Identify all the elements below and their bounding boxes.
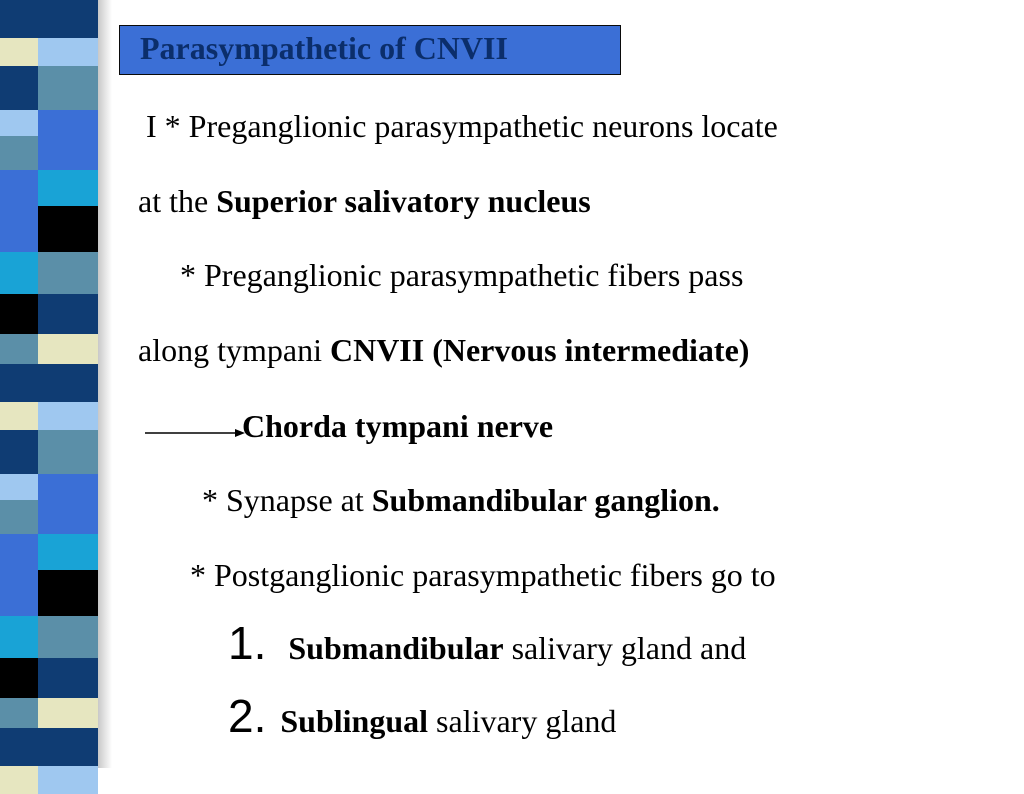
line-3 [180, 259, 743, 291]
strip-block [0, 402, 38, 430]
strip-block [38, 38, 98, 66]
line-9 [228, 690, 617, 742]
strip-block [0, 430, 38, 474]
slide-title: Parasympathetic of CNVII [140, 30, 508, 66]
strip-block [0, 658, 38, 698]
line-6-bold: Submandibular ganglion. [371, 482, 720, 518]
strip-block [38, 334, 98, 364]
line-6-text: * Synapse at [202, 482, 372, 518]
strip-block [38, 206, 98, 252]
list-number-1: 1. [228, 617, 267, 669]
line-2 [138, 185, 591, 217]
strip-block [38, 110, 98, 136]
line-1-text: I * Preganglionic parasympathetic neurons locate [146, 108, 778, 144]
strip-block [0, 534, 38, 570]
strip-block [38, 402, 98, 430]
strip-column [0, 0, 38, 768]
line-5-bold: Chorda tympani nerve [242, 408, 554, 444]
strip-block [38, 616, 98, 658]
strip-block [0, 170, 38, 206]
strip-block [0, 252, 38, 294]
strip-block [0, 698, 38, 728]
line-3-text: * Preganglionic parasympathetic fibers pass [180, 257, 744, 293]
line-9-text: salivary gland [428, 703, 617, 739]
line-4 [138, 334, 749, 366]
strip-block [38, 766, 98, 794]
line-6 [202, 484, 720, 516]
list-number-2: 2. [228, 690, 267, 742]
line-2-bold: Superior salivatory nucleus [216, 183, 591, 219]
strip-block [38, 500, 98, 534]
strip-block [38, 534, 98, 570]
strip-block [0, 294, 38, 334]
strip-block [0, 766, 38, 794]
strip-block [38, 364, 98, 402]
line-8 [228, 617, 747, 669]
strip-block [0, 0, 38, 38]
strip-block [0, 38, 38, 66]
strip-block [38, 0, 98, 38]
strip-block [0, 570, 38, 616]
line-9-bold: Sublingual [280, 703, 429, 739]
strip-shadow [98, 0, 112, 768]
strip-block [38, 66, 98, 110]
strip-block [0, 206, 38, 252]
strip-block [0, 364, 38, 402]
line-8-text: salivary gland and [503, 630, 747, 666]
strip-block [0, 728, 38, 766]
strip-block [0, 66, 38, 110]
strip-column [38, 0, 98, 768]
strip-block [38, 658, 98, 698]
strip-block [0, 110, 38, 136]
strip-block [38, 170, 98, 206]
strip-block [38, 136, 98, 170]
line-4-text: along tympani [138, 332, 330, 368]
right-arrow-icon [145, 426, 245, 440]
strip-block [0, 474, 38, 500]
strip-block [38, 728, 98, 766]
line-4-bold: CNVII (Nervous intermediate) [329, 332, 750, 368]
strip-block [38, 252, 98, 294]
strip-block [38, 570, 98, 616]
strip-block [38, 430, 98, 474]
strip-block [0, 500, 38, 534]
strip-block [0, 334, 38, 364]
line-2-text: at the [138, 183, 217, 219]
title-box [119, 25, 621, 75]
strip-block [38, 294, 98, 334]
line-8-bold: Submandibular [288, 630, 504, 666]
line-5 [242, 410, 553, 442]
strip-block [0, 136, 38, 170]
line-1 [146, 110, 778, 142]
strip-block [38, 474, 98, 500]
line-7 [190, 559, 776, 591]
line-7-text: * Postganglionic parasympathetic fibers go to [190, 557, 776, 593]
decorative-strip [0, 0, 120, 768]
strip-block [38, 698, 98, 728]
strip-block [0, 616, 38, 658]
